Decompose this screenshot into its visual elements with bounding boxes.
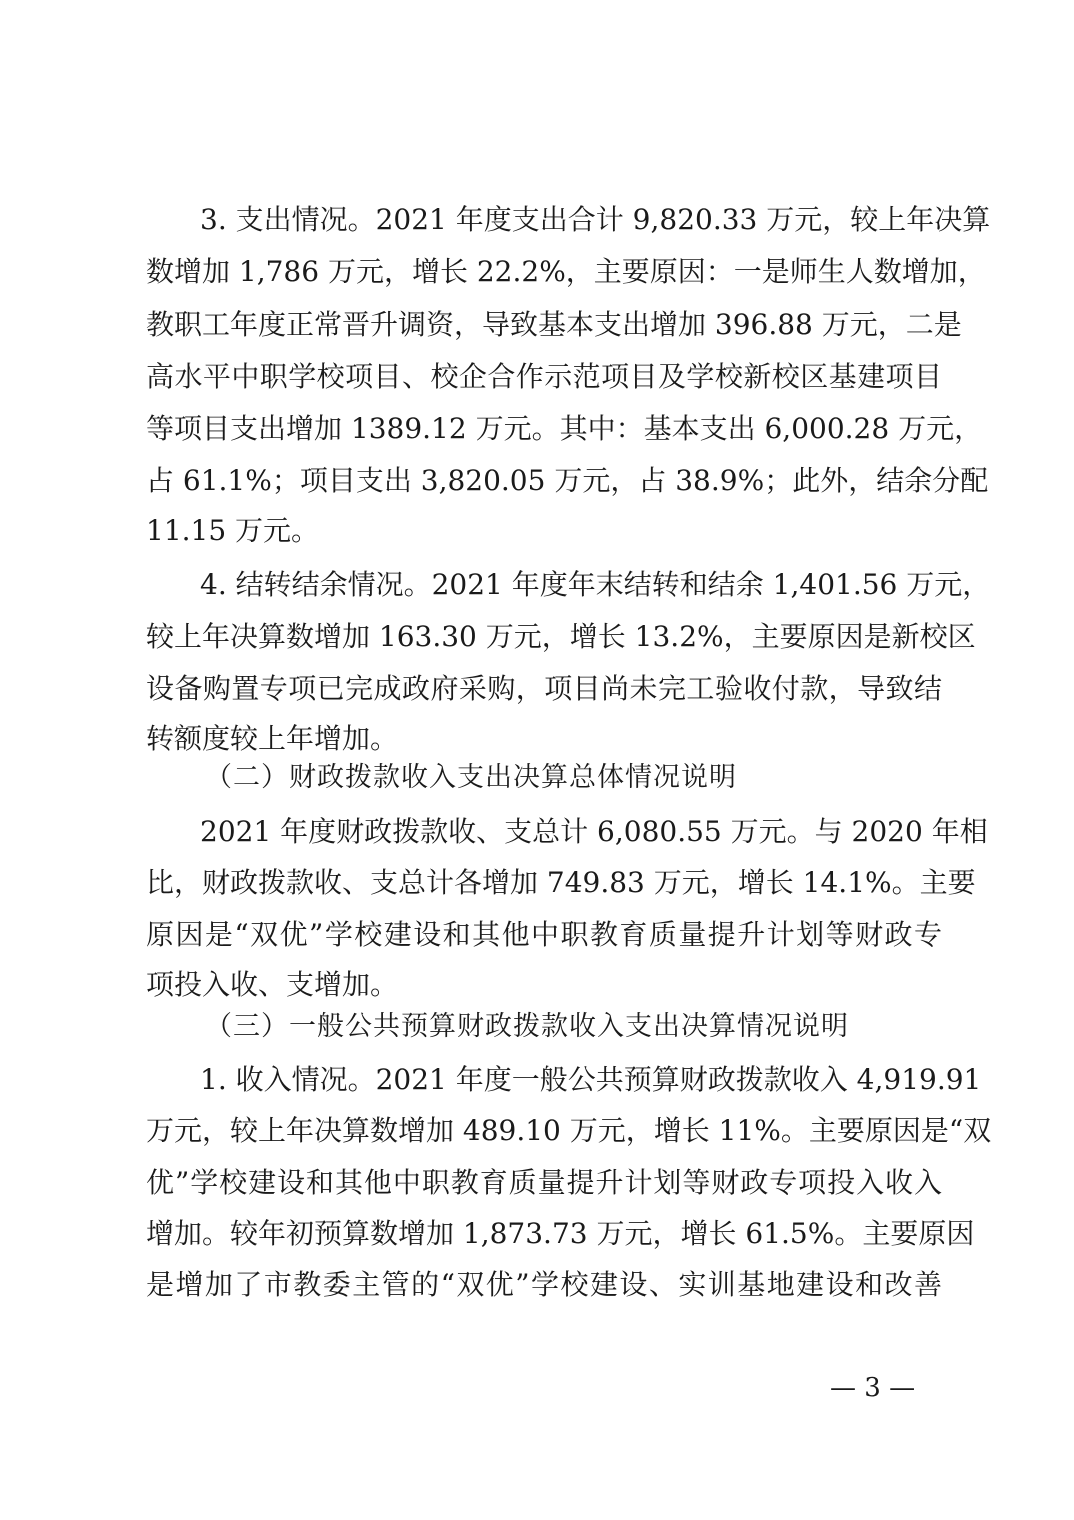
paragraph-line: 增加。较年初预算数增加 1,873.73 万元，增长 61.5%。主要原因 [146, 1217, 975, 1250]
paragraph-line: 等项目支出增加 1389.12 万元。其中：基本支出 6,000.28 万元， [146, 412, 983, 445]
section-heading: （三）一般公共预算财政拨款收入支出决算情况说明 [205, 1011, 849, 1042]
paragraph-line: 2021 年度财政拨款收、支总计 6,080.55 万元。与 2020 年相 [200, 815, 988, 848]
paragraph-line: 转额度较上年增加。 [146, 722, 399, 755]
paragraph-line: 比，财政拨款收、支总计各增加 749.83 万元，增长 14.1%。主要 [146, 866, 976, 899]
paragraph-line: 教职工年度正常晋升调资，导致基本支出增加 396.88 万元，二是 [146, 308, 962, 341]
paragraph-line: 较上年决算数增加 163.30 万元，增长 13.2%，主要原因是新校区 [146, 620, 976, 653]
paragraph-line: 万元，较上年决算数增加 489.10 万元，增长 11%。主要原因是“双 [146, 1114, 992, 1147]
paragraph-line: 优”学校建设和其他中职教育质量提升计划等财政专项投入收入 [146, 1166, 942, 1199]
paragraph-line: 1. 收入情况。2021 年度一般公共预算财政拨款收入 4,919.91 [200, 1063, 982, 1096]
paragraph-line: 4. 结转结余情况。2021 年度年末结转和结余 1,401.56 万元， [200, 568, 991, 601]
paragraph-line: 设备购置专项已完成政府采购，项目尚未完工验收付款，导致结 [146, 672, 942, 705]
section-heading: （二）财政拨款收入支出决算总体情况说明 [205, 762, 737, 793]
paragraph-line: 项投入收、支增加。 [146, 968, 399, 1001]
page-number: — 3 — [830, 1373, 916, 1403]
paragraph-line: 占 61.1%；项目支出 3,820.05 万元，占 38.9%；此外，结余分配 [146, 464, 989, 497]
paragraph-line: 11.15 万元。 [146, 514, 320, 547]
paragraph-line: 高水平中职学校项目、校企合作示范项目及学校新校区基建项目 [146, 360, 942, 393]
paragraph-line: 是增加了市教委主管的“双优”学校建设、实训基地建设和改善 [146, 1268, 942, 1301]
paragraph-line: 原因是“双优”学校建设和其他中职教育质量提升计划等财政专 [146, 918, 942, 951]
paragraph-line: 数增加 1,786 万元，增长 22.2%，主要原因：一是师生人数增加， [146, 255, 986, 288]
paragraph-line: 3. 支出情况。2021 年度支出合计 9,820.33 万元，较上年决算 [200, 203, 991, 236]
